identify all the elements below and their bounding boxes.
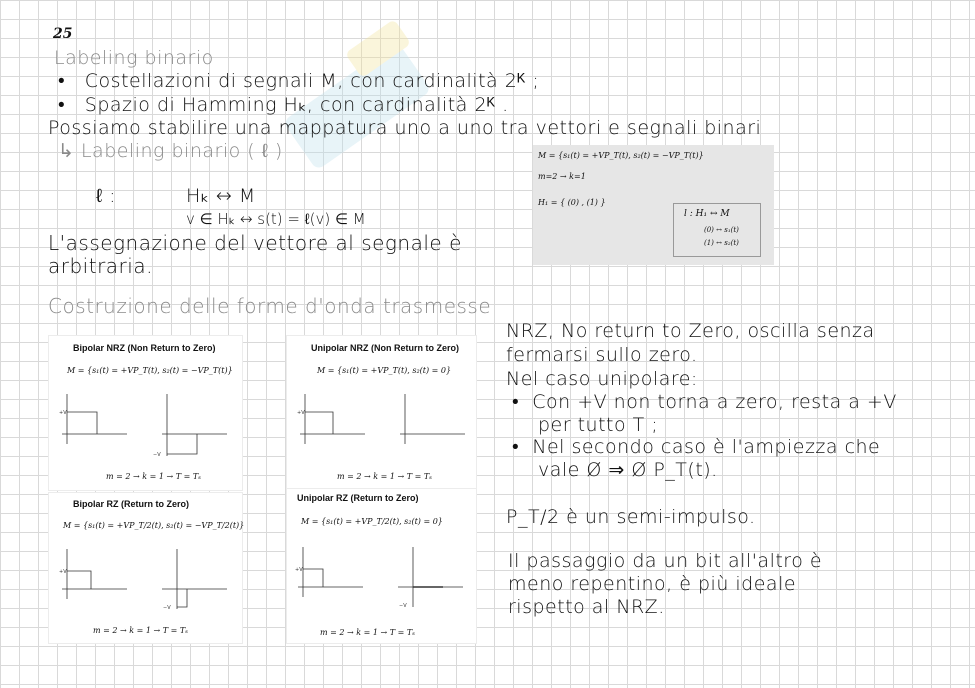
assignment-line-1: L'assegnazione del vettore al segnale è bbox=[48, 231, 462, 255]
example-line-3: H₁ = { (0) , (1) } bbox=[538, 198, 606, 207]
heading-costruzione: Costruzione delle forme d'onda trasmesse bbox=[48, 294, 492, 318]
figure-equation: M = {s₁(t) = +VP_T(t), s₂(t) = −VP_T(t)} bbox=[67, 366, 233, 375]
figure-title: Bipolar RZ (Return to Zero) bbox=[73, 499, 189, 509]
note-bullet-2a-text: Nel secondo caso è l'ampiezza che bbox=[532, 436, 881, 458]
figure-bipolar-nrz bbox=[48, 335, 243, 491]
label-plus-v: +V bbox=[295, 567, 303, 573]
note-semi-impulso: P_T/2 è un semi-impulso. bbox=[506, 506, 756, 528]
note-bullet-2b: vale Ø ⇒ Ø P_T(t). bbox=[538, 459, 718, 481]
example-line-2: m=2 → k=1 bbox=[538, 172, 586, 181]
note-bullet-2a: • Nel secondo caso è l'ampiezza che bbox=[512, 436, 881, 458]
ell-mapping-line2: v ∈ Hₖ ↔ s(t) = ℓ(v) ∈ M bbox=[186, 210, 366, 228]
note-bullet-1b: per tutto T ; bbox=[538, 414, 659, 436]
figure-title: Unipolar RZ (Return to Zero) bbox=[297, 493, 419, 503]
note-passaggio-1: Il passaggio da un bit all'altro è bbox=[508, 550, 823, 572]
example-map-line-2: (1) ↔ s₂(t) bbox=[704, 239, 739, 247]
figure-footnote: m = 2 → k = 1 → T = Tₛ bbox=[337, 472, 432, 481]
label-plus-v: +V bbox=[297, 410, 305, 416]
bullet-item-1: • Costellazioni di segnali M, con cardinalità 2ᴷ ; bbox=[58, 70, 540, 92]
figure-title: Unipolar NRZ (Non Return to Zero) bbox=[311, 343, 459, 353]
ell-symbol: ℓ : bbox=[96, 185, 117, 207]
figure-plots bbox=[295, 394, 475, 454]
figure-unipolar-nrz bbox=[286, 335, 477, 491]
note-passaggio-3: rispetto al NRZ. bbox=[508, 596, 665, 618]
note-nrz-2: fermarsi sullo zero. bbox=[506, 344, 698, 366]
note-passaggio-2: meno repentino, è più ideale bbox=[508, 573, 797, 595]
ell-mapping-line1: Hₖ ↔ M bbox=[186, 185, 256, 207]
label-plus-v: +V bbox=[59, 569, 67, 575]
label-plus-v: +V bbox=[59, 410, 67, 416]
note-bullet-1a-text: Con +V non torna a zero, resta a +V bbox=[532, 391, 897, 413]
figure-footnote: m = 2 → k = 1 → T = Tₛ bbox=[320, 628, 415, 637]
example-map-title: l : H₁ ↔ M bbox=[684, 209, 730, 219]
note-nrz-1: NRZ, No return to Zero, oscilla senza bbox=[506, 320, 875, 342]
bullet-text-2: Spazio di Hamming Hₖ, con cardinalità 2ᴷ . bbox=[84, 94, 509, 116]
bullet-item-2: • Spazio di Hamming Hₖ, con cardinalità 2ᴷ . bbox=[58, 94, 509, 116]
bullet-text-1: Costellazioni di segnali M, con cardinalità 2ᴷ ; bbox=[84, 70, 540, 92]
figure-equation: M = {s₁(t) = +VP_T(t), s₂(t) = 0} bbox=[317, 366, 452, 375]
labeling-subheading: ↳ Labeling binario ( ℓ ) bbox=[58, 140, 283, 162]
label-minus-v: −V bbox=[153, 452, 161, 458]
figure-plots bbox=[57, 394, 237, 458]
mapping-sentence: Possiamo stabilire una mappatura uno a uno tra vettori e segnali binari bbox=[48, 117, 762, 139]
example-map-box bbox=[673, 203, 761, 257]
figure-equation: M = {s₁(t) = +VP_T/2(t), s₂(t) = −VP_T/2(t)} bbox=[63, 521, 245, 530]
heading-labeling-binario: Labeling binario bbox=[54, 47, 214, 69]
figure-title: Bipolar NRZ (Non Return to Zero) bbox=[73, 343, 216, 353]
example-box bbox=[533, 145, 774, 265]
figure-equation: M = {s₁(t) = +VP_T/2(t), s₂(t) = 0} bbox=[301, 517, 443, 526]
note-bullet-1a: • Con +V non torna a zero, resta a +V bbox=[512, 391, 897, 413]
figure-plots bbox=[57, 549, 237, 609]
label-minus-v: −V bbox=[163, 605, 171, 611]
figure-unipolar-rz bbox=[286, 488, 477, 644]
label-minus-v: −V bbox=[399, 603, 407, 609]
figure-plots bbox=[293, 547, 473, 607]
figure-footnote: m = 2 → k = 1 → T = Tₛ bbox=[93, 626, 188, 635]
figure-footnote: m = 2 → k = 1 → T = Tₛ bbox=[106, 472, 201, 481]
figure-bipolar-rz bbox=[48, 492, 243, 644]
page-number: 25 bbox=[53, 26, 73, 42]
example-line-1: M = {s₁(t) = +VP_T(t), s₂(t) = −VP_T(t)} bbox=[538, 151, 704, 160]
note-unipolar: Nel caso unipolare: bbox=[506, 368, 698, 390]
assignment-line-2: arbitraria. bbox=[48, 254, 153, 278]
example-map-line-1: (0) ↔ s₁(t) bbox=[704, 226, 739, 234]
